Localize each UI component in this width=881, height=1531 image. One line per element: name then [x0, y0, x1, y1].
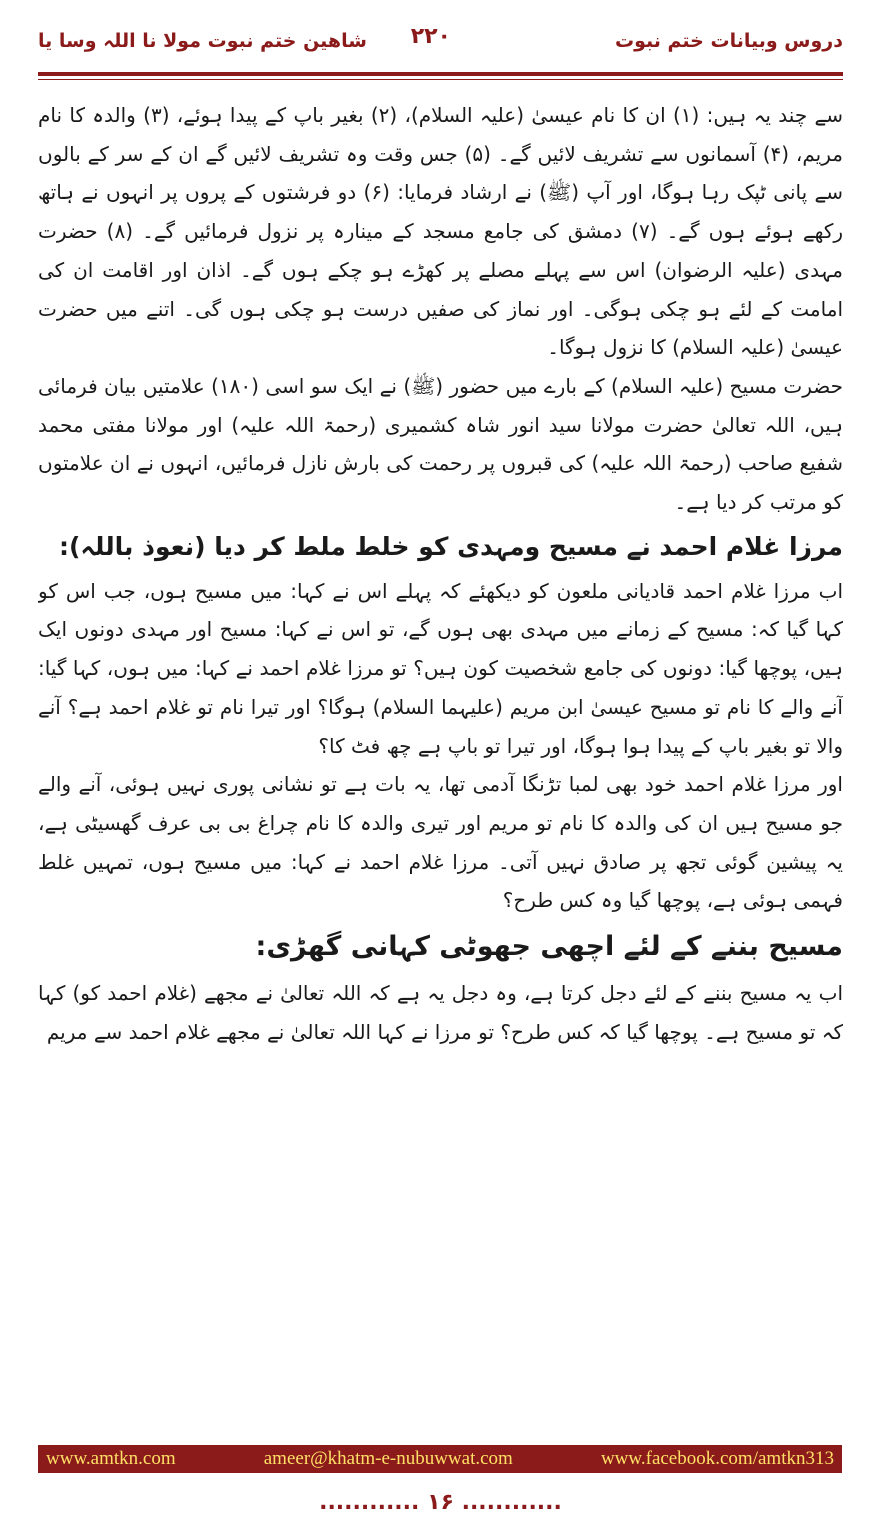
- section-heading: مرزا غلام احمد نے مسیح ومہدی کو خلط ملط کر دیا (نعوذ باللہ):: [58, 531, 843, 561]
- header-divider: [38, 72, 843, 76]
- dots-left: ............: [319, 1490, 420, 1515]
- paragraph: سے چند یہ ہیں: (۱) ان کا نام عیسیٰ (علیہ السلام)، (۲) بغیر باپ کے پیدا ہوئے، (۳) والدہ کا نام مریم، (۴) آسمانوں سے تشریف لائیں گے۔ (۵) جس وقت وہ تشریف لائیں گے ان کے سر کے بالوں سے پانی ٹپک رہا ہوگا، اور آپ (ﷺ) نے ارشاد فرمایا: (۶) دو فرشتوں کے پروں پر انہوں نے ہاتھ رکھے ہوئے ہوں گے۔ (۷) دمشق کی جامع مسجد کے مینارہ پر نزول فرمائیں گے۔ (۸) حضرت مہدی (علیہ الرضوان) اس سے پہلے مصلے پر کھڑے ہو چکے ہوں گے۔ اذان اور اقامت ان کی امامت کے لئے ہو چکی ہوگی۔ اور نماز کی صفیں درست ہو چکی ہوں گی۔ اتنے میں حضرت عیسیٰ (علیہ السلام) کا نزول ہوگا۔: [38, 103, 843, 360]
- paragraph: اب یہ مسیح بننے کے لئے دجل کرتا ہے، وہ دجل یہ ہے کہ اللہ تعالیٰ نے مجھے (غلام احمد کو) کہا کہ تو مسیح ہے۔ پوچھا گیا کہ کس طرح؟ تو مرزا نے کہا اللہ تعالیٰ نے مجھے غلام احمد سے مریم: [38, 981, 843, 1044]
- paragraph: اور مرزا غلام احمد خود بھی لمبا تڑنگا آدمی تھا، یہ بات ہے تو نشانی پوری نہیں ہوئی، آنے والے جو مسیح ہیں ان کی والدہ کا نام تو مریم اور تیری والدہ کا نام چراغ بی بی عرف گھسیٹی ہے، یہ پیشین گوئی تجھ پر صادق نہیں آتی۔ مرزا غلام احمد نے کہا: میں مسیح ہوں، تمہیں غلط فہمی ہوئی ہے، پوچھا گیا وہ کس طرح؟: [38, 772, 843, 913]
- header-divider-thin: [38, 79, 843, 80]
- section-heading: مسیح بننے کے لئے اچھی جھوٹی کہانی گھڑی:: [255, 931, 843, 963]
- page-number-footer: [0, 1490, 881, 1515]
- page-content: [38, 96, 843, 1436]
- facebook-link[interactable]: www.facebook.com/amtkn313: [600, 1448, 834, 1469]
- email-link[interactable]: ameer@khatm-e-nubuwwat.com: [263, 1448, 513, 1469]
- org-title: شاھین ختم نبوت مولا نا اللہ وسا یا: [38, 30, 367, 52]
- header-page-number: ۲۲۰: [410, 24, 451, 49]
- paragraph: حضرت مسیح (علیہ السلام) کے بارے میں حضور (ﷺ) نے ایک سو اسی (۱۸۰) علامتیں بیان فرمائی ہیں، اللہ تعالیٰ حضرت مولانا سید انور شاہ کشمیری (رحمۃ اللہ علیہ) اور مولانا مفتی محمد شفیع صاحب (رحمۃ اللہ علیہ) کی قبروں پر رحمت کی بارش نازل فرمائیں، انہوں نے ان علامتوں کو مرتب کر دیا ہے۔: [38, 373, 843, 515]
- contact-footer: [38, 1445, 842, 1473]
- paragraph: اب مرزا غلام احمد قادیانی ملعون کو دیکھئے کہ پہلے اس نے کہا: میں مسیح ہوں، جب اس کو کہا گیا کہ: مسیح کے زمانے میں مہدی بھی ہوں گے، تو اس نے کہا: مسیح اور مہدی دونوں ایک ہیں، پوچھا گیا: دونوں کی جامع شخصیت کون ہیں؟ تو مرزا غلام احمد نے کہا: میں ہوں، کہا گیا: آنے والے کا نام تو مسیح عیسیٰ ابن مریم (علیہما السلام) ہوگا؟ اور تیرا نام تو غلام احمد ہے؟ آنے والا تو بغیر باپ کے پیدا ہوا ہوگا، اور تیرا تو باپ ہے چھ فٹ کا؟: [38, 578, 843, 758]
- dots-right: ............: [461, 1490, 562, 1515]
- page-number: ۱۶: [427, 1490, 454, 1515]
- page-header: [38, 18, 843, 66]
- book-title: دروس وبیانات ختم نبوت: [615, 30, 843, 52]
- website-link[interactable]: www.amtkn.com: [46, 1448, 176, 1469]
